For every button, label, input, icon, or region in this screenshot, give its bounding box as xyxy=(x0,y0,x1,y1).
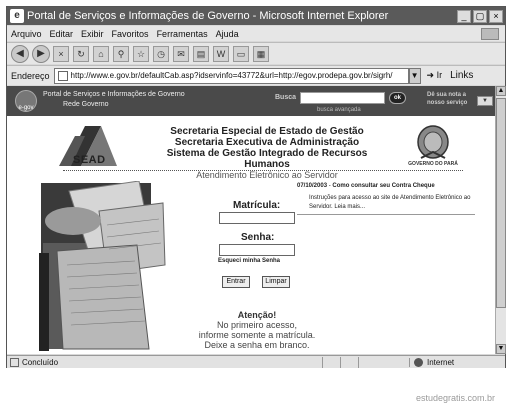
mail-icon[interactable]: ✉ xyxy=(173,46,189,62)
title-bar xyxy=(7,7,505,25)
page-icon xyxy=(58,71,68,81)
address-bar xyxy=(7,65,505,85)
back-arrow-icon[interactable]: ◀ xyxy=(11,45,29,63)
status-bar xyxy=(7,355,505,368)
first-access-notice xyxy=(187,310,327,350)
heading-line-3: Sistema de Gestão Integrado de Recursos Humanos xyxy=(166,148,368,170)
senha-input[interactable] xyxy=(219,244,295,256)
enter-button[interactable]: Entrar xyxy=(222,276,250,288)
page-subheading: Atendimento Eletrônico ao Servidor xyxy=(196,170,338,180)
scroll-up-icon[interactable]: ▲ xyxy=(497,87,505,94)
vertical-scrollbar[interactable] xyxy=(495,86,506,354)
search-icon[interactable]: ⚲ xyxy=(113,46,129,62)
refresh-icon[interactable]: ↻ xyxy=(73,46,89,62)
news-headline[interactable]: Como consultar seu Contra Cheque xyxy=(332,183,435,189)
clear-button[interactable]: Limpar xyxy=(262,276,290,288)
watermark: estudegratis.com.br xyxy=(416,393,496,403)
rate-service-label: Dê sua nota a nosso serviço xyxy=(427,92,468,106)
search-ok-button[interactable]: ok xyxy=(389,92,406,104)
stop-icon[interactable]: × xyxy=(53,46,69,62)
windows-flag-icon xyxy=(481,28,499,40)
page-content xyxy=(7,86,495,354)
egov-logo[interactable]: e-gov xyxy=(15,90,37,112)
notice-line-1: No primeiro acesso, xyxy=(216,320,298,330)
security-zone xyxy=(409,358,505,367)
menu-ajuda[interactable]: Ajuda xyxy=(215,28,239,39)
links-button[interactable]: Links xyxy=(450,70,474,81)
go-button[interactable]: ➜ Ir xyxy=(426,70,443,80)
heading-line-1: Secretaria Especial de Estado de Gestão xyxy=(170,126,364,137)
scroll-thumb[interactable] xyxy=(496,98,506,308)
history-icon[interactable]: ◷ xyxy=(153,46,169,62)
minimize-button[interactable]: _ xyxy=(457,10,471,23)
toolbar xyxy=(7,42,505,64)
print-icon[interactable]: ▤ xyxy=(193,46,209,62)
edit-icon[interactable]: W xyxy=(213,46,229,62)
network-name: Rede Governo xyxy=(63,101,109,108)
address-dropdown-icon[interactable]: ▼ xyxy=(409,68,421,84)
status-panel-2 xyxy=(340,357,358,368)
news-divider xyxy=(297,214,475,215)
notice-line-3: Deixe a senha em branco. xyxy=(204,340,310,350)
address-url[interactable]: http://www.e.gov.br/defaultCab.asp?idservinfo=43772&url=http://egov.prodepa.gov.br/sigrh/ xyxy=(70,71,393,80)
status-text: Concluído xyxy=(22,357,59,367)
home-icon[interactable]: ⌂ xyxy=(93,46,109,62)
notice-title: Atenção! xyxy=(237,310,277,320)
sead-label: SEAD xyxy=(73,154,106,166)
menu-exibir[interactable]: Exibir xyxy=(81,28,104,39)
maximize-button[interactable]: ▢ xyxy=(473,10,487,23)
heading-line-2: Secretaria Executiva de Administração xyxy=(174,137,360,148)
menu-bar xyxy=(7,26,505,41)
notice-line-2: informe somente a matrícula. xyxy=(198,330,316,340)
globe-icon xyxy=(414,358,423,367)
portal-name: Portal de Serviços e Informações de Governo xyxy=(43,91,185,98)
menu-arquivo[interactable]: Arquivo xyxy=(11,28,42,39)
news-item: 07/10/2003 - Como consultar seu Contra Cheque Instruções para acesso ao site de Atendimento Eletrônico ao Servidor. Leia mais... xyxy=(297,182,475,215)
rating-select[interactable]: ▼ xyxy=(477,96,493,106)
menu-ferramentas[interactable]: Ferramentas xyxy=(156,28,208,39)
window-title: Portal de Serviços e Informações de Governo - Microsoft Internet Explorer xyxy=(27,10,389,22)
menu-favoritos[interactable]: Favoritos xyxy=(111,28,149,39)
discuss-icon[interactable]: ▭ xyxy=(233,46,249,62)
zone-label: Internet xyxy=(427,357,455,367)
close-button[interactable]: × xyxy=(489,10,503,23)
status-panel-1 xyxy=(322,357,340,368)
matricula-label: Matrícula: xyxy=(233,200,281,211)
senha-label: Senha: xyxy=(241,232,275,243)
forward-arrow-icon[interactable]: ▶ xyxy=(32,45,50,63)
busca-label: Busca xyxy=(275,94,297,101)
forgot-password-link[interactable]: Esqueci minha Senha xyxy=(218,258,281,264)
advanced-search-link[interactable]: busca avançada xyxy=(317,107,361,113)
page-done-icon xyxy=(10,358,19,367)
gov-header xyxy=(7,86,495,116)
documents-photo xyxy=(39,181,207,351)
ie-logo-icon: e xyxy=(10,9,24,23)
header-divider xyxy=(63,170,463,171)
gov-para-label: GOVERNO DO PARÁ xyxy=(408,161,458,167)
address-label: Endereço xyxy=(11,70,50,81)
status-panel-3 xyxy=(358,357,376,368)
address-input[interactable] xyxy=(54,68,409,84)
matricula-input[interactable] xyxy=(219,212,295,224)
scroll-down-icon[interactable]: ▼ xyxy=(497,345,505,352)
menu-editar[interactable]: Editar xyxy=(49,28,74,39)
search-input[interactable] xyxy=(300,92,385,104)
go-label: Ir xyxy=(436,70,443,80)
favorites-icon[interactable]: ☆ xyxy=(133,46,149,62)
page-heading xyxy=(157,126,377,181)
gov-site-name xyxy=(43,90,185,110)
messenger-icon[interactable]: ▦ xyxy=(253,46,269,62)
news-date: 07/10/2003 xyxy=(297,183,328,189)
news-description[interactable]: Instruções para acesso ao site de Atendimento Eletrônico ao Servidor. Leia mais... xyxy=(309,195,471,210)
browser-window xyxy=(6,6,506,368)
